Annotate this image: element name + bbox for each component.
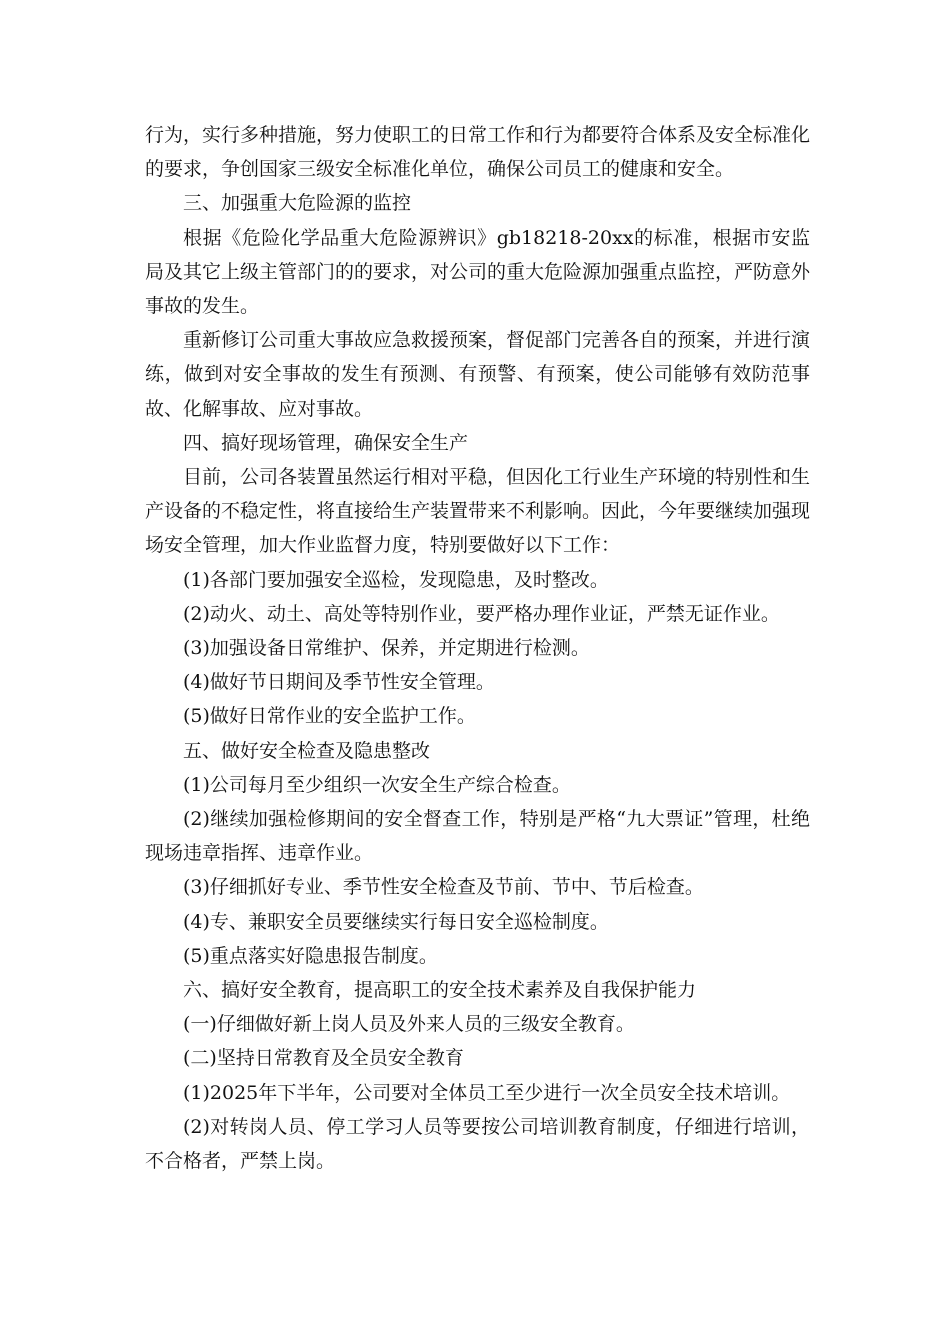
list-item: (1)公司每月至少组织一次安全生产综合检查。: [183, 773, 571, 796]
list-item: (5)做好日常作业的安全监护工作。: [183, 705, 476, 728]
list-item: (2)对转岗人员、停工学习人员等要按公司培训教育制度，仔细进行培训，不合格者，严禁上岗。: [145, 1115, 810, 1173]
list-item: (一)仔细做好新上岗人员及外来人员的三级安全教育。: [183, 1013, 635, 1036]
list-item: (1)2025年下半年，公司要对全体员工至少进行一次全员安全技术培训。: [183, 1081, 791, 1104]
list-item: (2)动火、动土、高处等特别作业，要严格办理作业证，严禁无证作业。: [183, 602, 780, 625]
section-heading-5: 五、做好安全检查及隐患整改: [183, 739, 431, 762]
list-item: (5)重点落实好隐患报告制度。: [183, 944, 438, 967]
section-heading-3: 三、加强重大危险源的监控: [183, 192, 412, 215]
paragraph-continuation: 行为，实行多种措施，努力使职工的日常工作和行为都要符合体系及安全标准化的要求，争创国家三级安全标准化单位，确保公司员工的健康和安全。: [145, 124, 811, 181]
paragraph: 目前，公司各装置虽然运行相对平稳，但因化工行业生产环境的特别性和生产设备的不稳定性，将直接给生产装置带来不利影响。因此，今年要继续加强现场安全管理，加大作业监督力度，特别要做好以下工作：: [145, 466, 811, 557]
list-item: (二)坚持日常教育及全员安全教育: [183, 1047, 464, 1070]
list-item: (3)仔细抓好专业、季节性安全检查及节前、节中、节后检查。: [183, 876, 704, 899]
section-heading-6: 六、搞好安全教育，提高职工的安全技术素养及自我保护能力: [183, 979, 697, 1002]
section-heading-4: 四、搞好现场管理，确保安全生产: [183, 431, 469, 454]
list-item: (3)加强设备日常维护、保养，并定期进行检测。: [183, 637, 590, 660]
list-item: (4)专、兼职安全员要继续实行每日安全巡检制度。: [183, 910, 609, 933]
paragraph: 根据《危险化学品重大危险源辨识》gb18218-20xx的标准，根据市安监局及其它上级主管部门的的要求，对公司的重大危险源加强重点监控，严防意外事故的发生。: [145, 226, 811, 318]
list-item: (4)做好节日期间及季节性安全管理。: [183, 671, 495, 694]
list-item: (2)继续加强检修期间的安全督查工作，特别是严格“九大票证”管理，杜绝现场违章指挥、违章作业。: [145, 808, 810, 865]
document-body: [145, 118, 810, 1178]
paragraph: 重新修订公司重大事故应急救援预案，督促部门完善各自的预案，并进行演练，做到对安全事故的发生有预测、有预警、有预案，使公司能够有效防范事故、化解事故、应对事故。: [145, 329, 811, 420]
list-item: (1)各部门要加强安全巡检，发现隐患，及时整改。: [183, 568, 609, 591]
